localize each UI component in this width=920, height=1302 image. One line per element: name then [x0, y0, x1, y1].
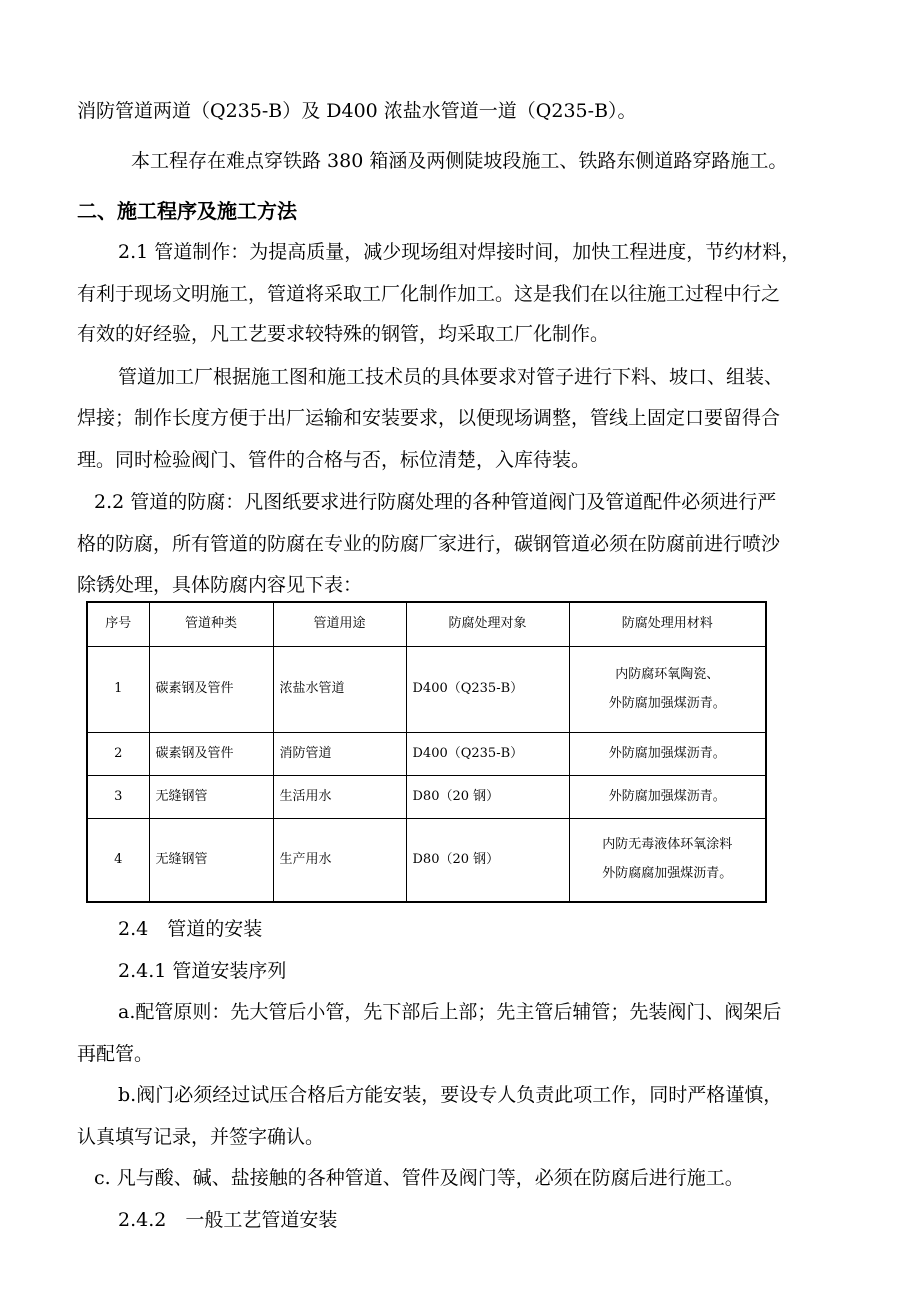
paragraph-line: b.阀门必须经过试压合格后方能安装，要设专人负责此项工作，同时严格谨慎，: [118, 1084, 783, 1106]
material-line: 外防腐腐加强煤沥青。: [602, 866, 733, 882]
table-cell-material: 外防腐加强煤沥青。: [569, 775, 766, 818]
material-line: 外防腐加强煤沥青。: [608, 695, 726, 711]
subsection-heading: 2.4.1 管道安装序列: [118, 960, 287, 982]
table-cell-use: 生产用水: [273, 818, 406, 902]
table-cell-target: D400（Q235-B）: [406, 646, 569, 732]
subsection-heading: 2.4 管道的安装: [118, 918, 263, 940]
table-cell-no: 3: [87, 775, 149, 818]
table-header-cell: 防腐处理用材料: [569, 602, 766, 646]
paragraph-line: 有效的好经验，凡工艺要求较特殊的钢管，均采取工厂化制作。: [77, 323, 610, 345]
table-cell-material: 外防腐加强煤沥青。: [569, 732, 766, 775]
paragraph-line: 格的防腐，所有管道的防腐在专业的防腐厂家进行，碳钢管道必须在防腐前进行喷沙: [77, 533, 781, 555]
section-heading: 二、施工程序及施工方法: [77, 199, 297, 223]
paragraph-line: a.配管原则：先大管后小管，先下部后上部；先主管后辅管；先装阀门、阀架后: [118, 1001, 782, 1023]
anticorrosion-table: [86, 601, 767, 903]
table-header-cell: 序号: [87, 602, 149, 646]
table-cell-target: D400（Q235-B）: [406, 732, 569, 775]
table-cell-use: 消防管道: [273, 732, 406, 775]
table-header-cell: 防腐处理对象: [406, 602, 569, 646]
table-cell-target: D80（20 钢）: [406, 818, 569, 902]
table-cell-no: 1: [87, 646, 149, 732]
table-cell-target: D80（20 钢）: [406, 775, 569, 818]
table-row: [87, 646, 766, 732]
table-cell-no: 2: [87, 732, 149, 775]
paragraph-line: 再配管。: [77, 1043, 154, 1065]
table-row: [87, 775, 766, 818]
paragraph-line: 消防管道两道（Q235-B）及 D400 浓盐水管道一道（Q235-B）。: [77, 100, 637, 122]
table-header-cell: 管道种类: [149, 602, 273, 646]
material-line: 内防无毒液体环氧涂料: [602, 837, 733, 853]
table-cell-kind: 碳素钢及管件: [149, 646, 273, 732]
paragraph-line: 2.1 管道制作：为提高质量，减少现场组对焊接时间，加快工程进度，节约材料，: [118, 241, 801, 263]
table-cell-kind: 无缝钢管: [149, 775, 273, 818]
table-cell-use: 生活用水: [273, 775, 406, 818]
paragraph-line: 理。同时检验阀门、管件的合格与否，标位清楚，入库待装。: [77, 449, 591, 471]
paragraph-line: 除锈处理，具体防腐内容见下表：: [77, 574, 363, 596]
table-cell-material: [569, 646, 766, 732]
table-row: [87, 818, 766, 902]
table-header-row: [87, 602, 766, 646]
paragraph-line: 认真填写记录，并签字确认。: [77, 1126, 325, 1148]
table-cell-kind: 无缝钢管: [149, 818, 273, 902]
table-cell-use: 浓盐水管道: [273, 646, 406, 732]
paragraph-line: 2.2 管道的防腐：凡图纸要求进行防腐处理的各种管道阀门及管道配件必须进行严: [94, 491, 777, 513]
table-cell-material: [569, 818, 766, 902]
table-row: [87, 732, 766, 775]
paragraph-line: c. 凡与酸、碱、盐接触的各种管道、管件及阀门等，必须在防腐后进行施工。: [94, 1167, 744, 1189]
subsection-heading: 2.4.2 一般工艺管道安装: [118, 1209, 338, 1231]
material-line: 内防腐环氧陶瓷、: [615, 666, 720, 682]
paragraph-line: 管道加工厂根据施工图和施工技术员的具体要求对管子进行下料、坡口、组装、: [118, 366, 784, 388]
paragraph-line: 有利于现场文明施工，管道将采取工厂化制作加工。这是我们在以往施工过程中行之: [77, 283, 781, 305]
table-header-cell: 管道用途: [273, 602, 406, 646]
table-cell-no: 4: [87, 818, 149, 902]
table-cell-kind: 碳素钢及管件: [149, 732, 273, 775]
paragraph-line: 焊接；制作长度方便于出厂运输和安装要求，以便现场调整，管线上固定口要留得合: [77, 407, 781, 429]
paragraph-line: 本工程存在难点穿铁路 380 箱涵及两侧陡坡段施工、铁路东侧道路穿路施工。: [131, 150, 788, 172]
